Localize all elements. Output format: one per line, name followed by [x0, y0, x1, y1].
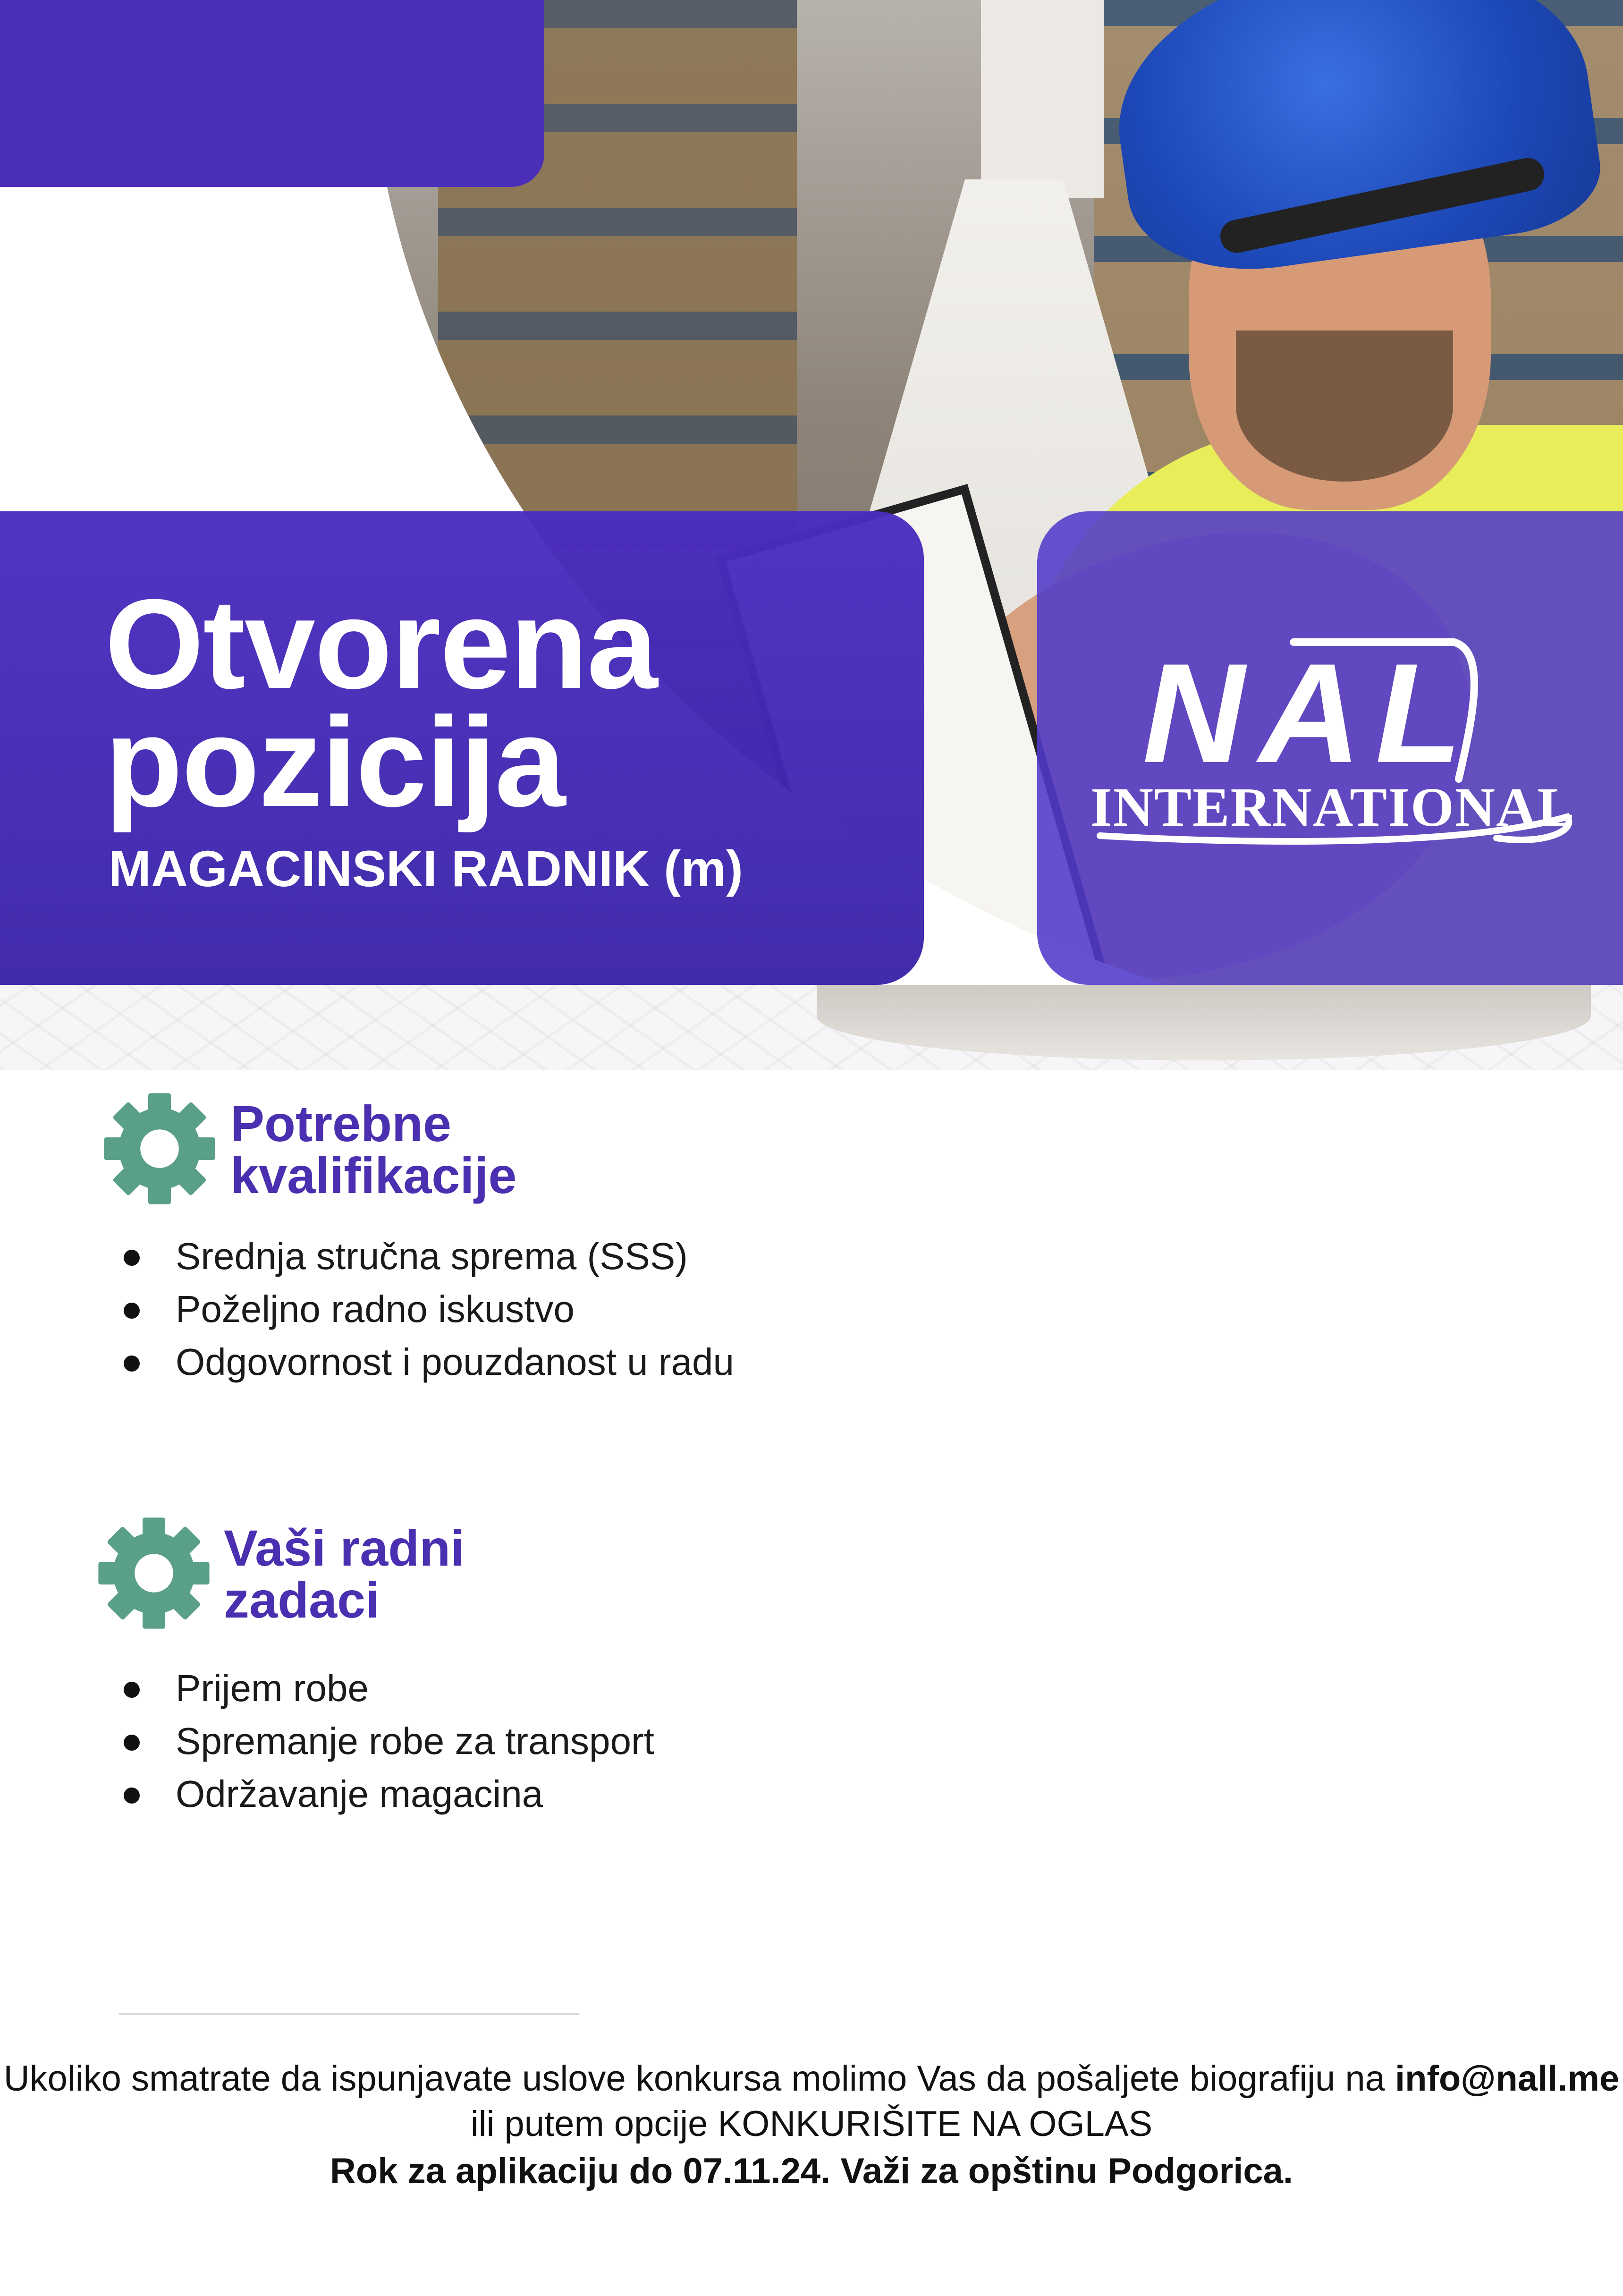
list-item: Odgovornost i pouzdanost u radu: [124, 1336, 1068, 1389]
aisle-light: [981, 0, 1104, 198]
qualifications-heading-line1: Potrebne: [230, 1095, 452, 1152]
top-left-purple-block: [0, 0, 544, 187]
page-title-line1: Otvorena: [105, 573, 657, 715]
qualifications-list: [124, 1230, 1068, 1389]
qualifications-heading: [230, 1095, 517, 1204]
list-item: Prijem robe: [124, 1662, 1068, 1715]
footer: [0, 2056, 1623, 2194]
page-title-line2: pozicija: [105, 691, 565, 833]
tasks-heading-line1: Vaši radni: [224, 1519, 465, 1576]
position-name: MAGACINSKI RADNIK (m): [109, 840, 743, 897]
worker-beard: [1236, 330, 1453, 482]
gear-icon: [103, 1092, 216, 1205]
tasks-heading: [224, 1519, 465, 1628]
list-item: Srednja stručna sprema (SSS): [124, 1230, 1068, 1283]
tasks-heading-line2: zadaci: [224, 1571, 380, 1628]
tasks-list: [124, 1662, 1068, 1821]
logo-subtitle: INTERNATIONAL: [1090, 776, 1575, 838]
contact-email-link[interactable]: info@nall.me: [1395, 2059, 1620, 2099]
footer-line1: [0, 2056, 1623, 2101]
qualifications-heading-line2: kvalifikacije: [230, 1147, 517, 1204]
company-logo: [1081, 623, 1581, 859]
list-item: Održavanje magacina: [124, 1768, 1068, 1821]
list-item: Poželjno radno iskustvo: [124, 1283, 1068, 1336]
list-item: Spremanje robe za transport: [124, 1715, 1068, 1768]
footer-line2: ili putem opcije KONKURIŠITE NA OGLAS: [470, 2104, 1153, 2144]
gear-icon: [97, 1517, 211, 1630]
footer-instruction: Ukoliko smatrate da ispunjavate uslove konkursa molimo Vas da pošaljete biografiju na: [3, 2059, 1395, 2099]
application-deadline: Rok za aplikaciju do 07.11.24. Važi za opštinu Podgorica.: [330, 2151, 1293, 2191]
logo-wordmark: NAL: [1142, 634, 1476, 792]
footer-divider: [119, 2013, 579, 2015]
